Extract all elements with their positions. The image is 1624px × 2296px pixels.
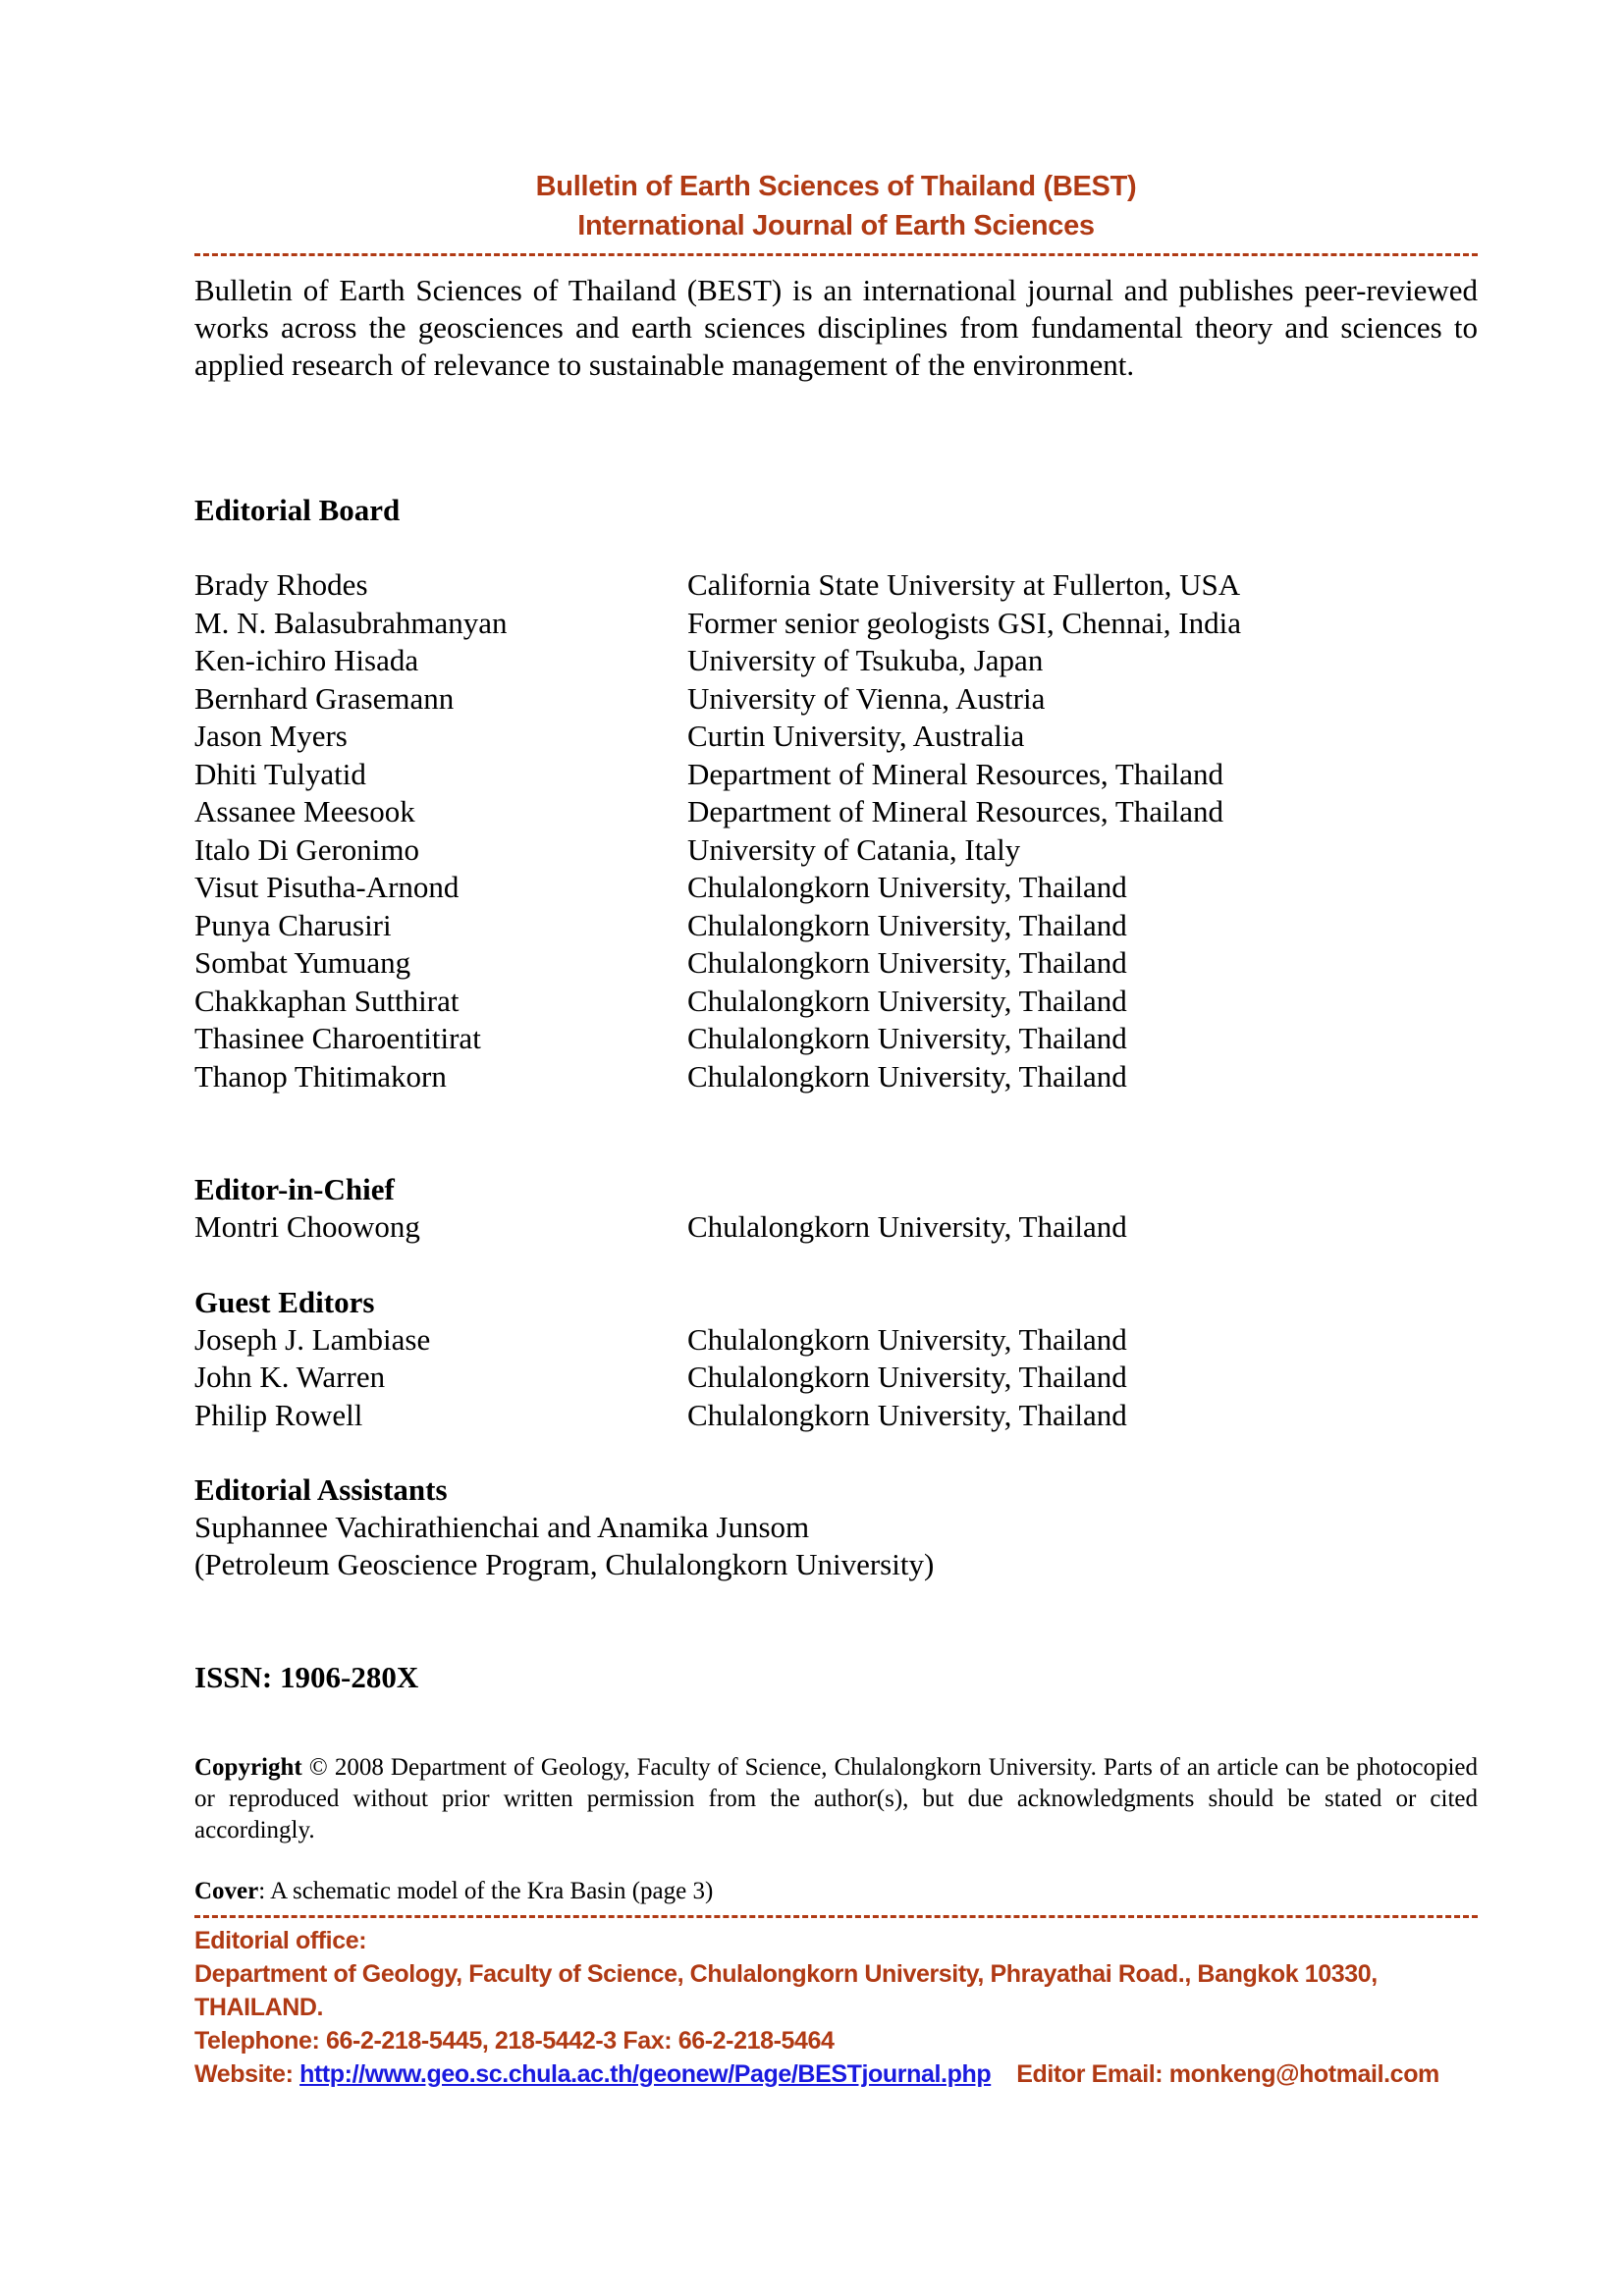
board-member-row-name: Dhiti Tulyatid [194,756,366,791]
board-member-row-name: Jason Myers [194,719,348,753]
board-member-row-name: Assanee Meesook [194,794,415,828]
editor-email: Editor Email: monkeng@hotmail.com [1016,2060,1439,2088]
board-member-row-name: Punya Charusiri [194,907,392,942]
board-member-row-affiliation: Chulalongkorn University, Thailand [687,983,1127,1018]
editorial-assistants-program: (Petroleum Geoscience Program, Chulalongkorn University) [194,1547,935,1581]
board-member-row [194,793,1478,831]
editor-in-chief-row [194,1208,1478,1247]
board-member-row-affiliation: Former senior geologists GSI, Chennai, India [687,605,1241,640]
board-member-row-affiliation: Chulalongkorn University, Thailand [687,870,1127,904]
guest-editors-list [194,1321,1478,1435]
editor-in-chief-name: Montri Choowong [194,1209,420,1244]
guest-editor-row [194,1397,1478,1435]
website-label: Website: [194,2060,300,2088]
board-member-row [194,680,1478,719]
board-member-row-affiliation: Chulalongkorn University, Thailand [687,945,1127,980]
footer-divider [194,1915,1478,1918]
board-member-row-affiliation: Chulalongkorn University, Thailand [687,1021,1127,1055]
editorial-assistants-names: Suphannee Vachirathienchai and Anamika Junsom [194,1510,810,1544]
board-member-row-name: Italo Di Geronimo [194,831,420,867]
journal-page [194,167,1478,2091]
board-member-row-affiliation: Chulalongkorn University, Thailand [687,1058,1127,1094]
board-member-row [194,944,1478,983]
website-link[interactable]: http://www.geo.sc.chula.ac.th/geonew/Page/BESTjournal.php [299,2060,992,2088]
guest-editor-row [194,1359,1478,1397]
editor-in-chief-heading: Editor-in-Chief [194,1172,395,1206]
board-member-row [194,642,1478,680]
board-member-row-name: Sombat Yumuang [194,945,411,980]
copyright-text: © 2008 Department of Geology, Faculty of Science, Chulalongkorn University. Parts of an article can be photocopied or reproduced without prior written permission from the author(s), but due acknowledgments should be stated or cited accordingly. [194,1754,1478,1843]
guest-editor-row-name: John K. Warren [194,1360,386,1394]
board-member-row-affiliation: University of Tsukuba, Japan [687,643,1044,677]
guest-editor-row [194,1321,1478,1360]
copyright-notice [194,1752,1478,1846]
editorial-office-contact [194,2057,1478,2091]
editorial-office-footer [194,1924,1478,2091]
editorial-office-label: Editorial office: [194,1927,367,1954]
header-divider [194,253,1478,256]
guest-editor-row-affiliation: Chulalongkorn University, Thailand [687,1321,1127,1357]
guest-editor-row-affiliation: Chulalongkorn University, Thailand [687,1360,1127,1394]
board-member-row [194,605,1478,643]
guest-editor-row-name: Joseph J. Lambiase [194,1321,431,1357]
board-member-row-name: Ken-ichiro Hisada [194,643,419,677]
editor-in-chief-affiliation: Chulalongkorn University, Thailand [687,1209,1127,1244]
board-member-row [194,1058,1478,1096]
board-member-row-affiliation: University of Catania, Italy [687,831,1021,867]
board-member-row [194,566,1478,605]
editorial-office-telephone: Telephone: 66-2-218-5445, 218-5442-3 Fax: 66-2-218-5464 [194,2027,835,2055]
board-member-row-name: Thasinee Charoentitirat [194,1021,481,1055]
editorial-board-list [194,566,1478,1095]
board-member-row-affiliation: Chulalongkorn University, Thailand [687,907,1127,942]
board-member-row-affiliation: California State University at Fullerton, USA [687,567,1241,602]
journal-description: Bulletin of Earth Sciences of Thailand (BEST) is an international journal and publishes peer-reviewed works across the geosciences and earth sciences disciplines from fundamental theory and sciences to applied research of relevance to sustainable management of the environment. [194,273,1478,382]
copyright-label: Copyright [194,1754,302,1781]
editorial-board-heading: Editorial Board [194,493,401,527]
editorial-office-address: Department of Geology, Faculty of Science, Chulalongkorn University, Phrayathai Road., Bangkok 10330, THAILAND. [194,1960,1378,2021]
journal-subtitle: International Journal of Earth Sciences [577,210,1095,241]
board-member-row-name: Chakkaphan Sutthirat [194,983,460,1018]
journal-title: Bulletin of Earth Sciences of Thailand (BEST) [535,171,1137,202]
board-member-row [194,907,1478,945]
editorial-assistants-heading: Editorial Assistants [194,1472,448,1507]
board-member-row [194,718,1478,756]
cover-text: : A schematic model of the Kra Basin (page 3) [258,1878,714,1904]
board-member-row [194,831,1478,870]
board-member-row [194,756,1478,794]
board-member-row-name: Visut Pisutha-Arnond [194,870,460,904]
board-member-row [194,869,1478,907]
board-member-row [194,983,1478,1021]
board-member-row-affiliation: Curtin University, Australia [687,719,1025,753]
board-member-row-affiliation: Department of Mineral Resources, Thailand [687,794,1224,828]
guest-editor-row-name: Philip Rowell [194,1397,363,1432]
board-member-row-name: M. N. Balasubrahmanyan [194,605,508,640]
board-member-row-name: Thanop Thitimakorn [194,1058,447,1094]
guest-editor-row-affiliation: Chulalongkorn University, Thailand [687,1397,1127,1432]
board-member-row-name: Bernhard Grasemann [194,680,455,716]
guest-editors-heading: Guest Editors [194,1284,375,1319]
board-member-row-affiliation: University of Vienna, Austria [687,680,1046,716]
board-member-row-affiliation: Department of Mineral Resources, Thailand [687,756,1224,791]
cover-note [194,1876,1478,1907]
issn-number: ISSN: 1906-280X [194,1660,419,1694]
journal-header [194,167,1478,245]
board-member-row [194,1020,1478,1058]
board-member-row-name: Brady Rhodes [194,567,368,602]
cover-label: Cover [194,1878,259,1904]
